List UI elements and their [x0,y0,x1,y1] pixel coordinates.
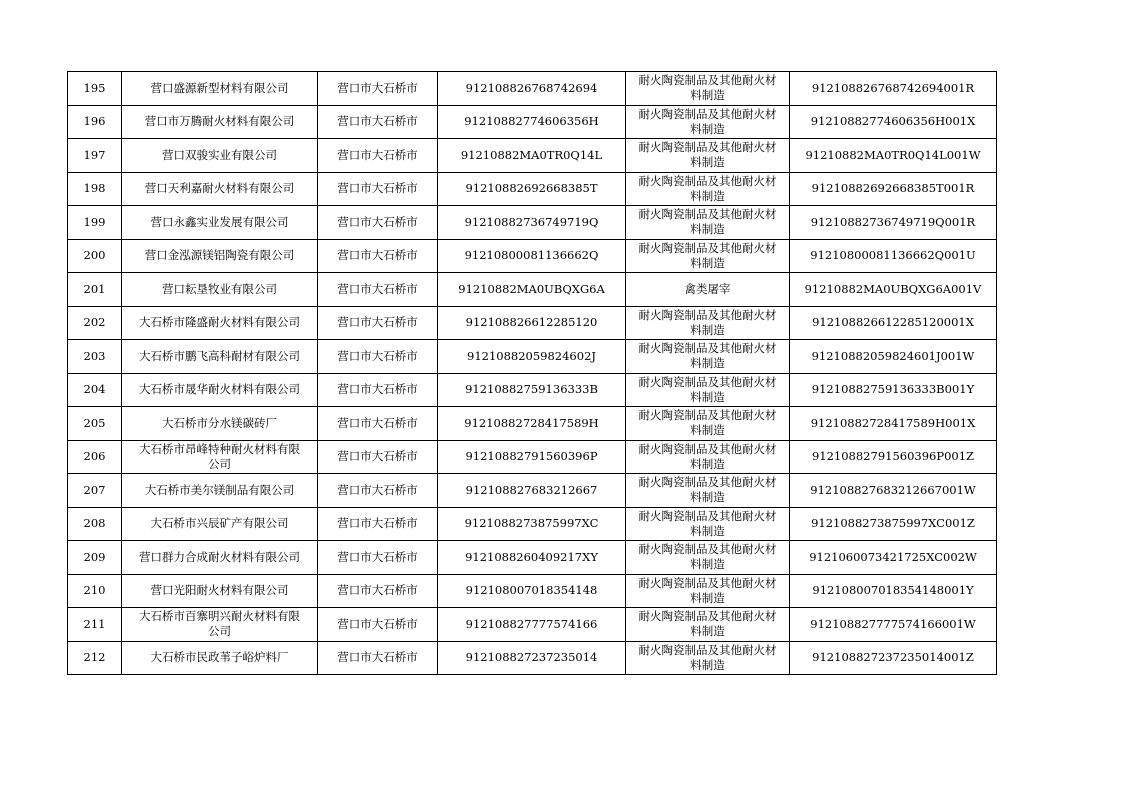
enterprise-name: 大石桥市鹏飞高科耐材有限公司 [122,340,318,374]
permit-number: 912108826612285120001X [790,306,997,340]
region: 营口市大石桥市 [318,306,438,340]
credit-code: 91210882MA0UBQXG6A [438,273,626,307]
industry-category: 耐火陶瓷制品及其他耐火材料制造 [626,306,790,340]
region: 营口市大石桥市 [318,541,438,575]
region: 营口市大石桥市 [318,72,438,106]
enterprise-name: 营口群力合成耐火材料有限公司 [122,541,318,575]
credit-code: 9121088273875997XC [438,507,626,541]
enterprise-name: 营口金泓源镁铝陶瓷有限公司 [122,239,318,273]
credit-code: 912108827683212667 [438,474,626,508]
permit-number: 912108007018354148001Y [790,574,997,608]
table-row [68,608,997,642]
industry-category: 耐火陶瓷制品及其他耐火材料制造 [626,641,790,675]
enterprise-name: 营口双骏实业有限公司 [122,139,318,173]
industry-category: 耐火陶瓷制品及其他耐火材料制造 [626,541,790,575]
table-row [68,239,997,273]
permit-number: 912108827777574166001W [790,608,997,642]
region: 营口市大石桥市 [318,206,438,240]
region: 营口市大石桥市 [318,641,438,675]
region: 营口市大石桥市 [318,507,438,541]
permit-number: 91210882059824601J001W [790,340,997,374]
industry-category: 耐火陶瓷制品及其他耐火材料制造 [626,239,790,273]
table-row [68,407,997,441]
table-row [68,273,997,307]
permit-number: 91210882759136333B001Y [790,373,997,407]
permit-number: 91210882MA0UBQXG6A001V [790,273,997,307]
row-sequence-number: 199 [68,206,122,240]
table-row [68,373,997,407]
industry-category: 耐火陶瓷制品及其他耐火材料制造 [626,172,790,206]
region: 营口市大石桥市 [318,239,438,273]
enterprise-name: 大石桥市百寨明兴耐火材料有限公司 [122,608,318,642]
enterprise-name: 大石桥市昂峰特种耐火材料有限公司 [122,440,318,474]
region: 营口市大石桥市 [318,273,438,307]
industry-category: 耐火陶瓷制品及其他耐火材料制造 [626,407,790,441]
table-row [68,507,997,541]
enterprise-name: 营口盛源新型材料有限公司 [122,72,318,106]
table-row [68,440,997,474]
table-row [68,541,997,575]
region: 营口市大石桥市 [318,608,438,642]
credit-code: 912108826768742694 [438,72,626,106]
industry-category: 耐火陶瓷制品及其他耐火材料制造 [626,340,790,374]
region: 营口市大石桥市 [318,407,438,441]
credit-code: 91210882759136333B [438,373,626,407]
table-row [68,474,997,508]
table-row [68,306,997,340]
table-body [68,72,997,675]
enterprise-name: 大石桥市民政苇子峪炉料厂 [122,641,318,675]
credit-code: 91210800081136662Q [438,239,626,273]
credit-code: 912108826612285120 [438,306,626,340]
row-sequence-number: 212 [68,641,122,675]
industry-category: 耐火陶瓷制品及其他耐火材料制造 [626,139,790,173]
credit-code: 91210882MA0TR0Q14L [438,139,626,173]
table-row [68,139,997,173]
industry-category: 耐火陶瓷制品及其他耐火材料制造 [626,373,790,407]
enterprise-name: 大石桥市晟华耐火材料有限公司 [122,373,318,407]
permit-number: 91210800081136662Q001U [790,239,997,273]
region: 营口市大石桥市 [318,340,438,374]
row-sequence-number: 208 [68,507,122,541]
industry-category: 耐火陶瓷制品及其他耐火材料制造 [626,72,790,106]
permit-number: 91210882774606356H001X [790,105,997,139]
credit-code: 91210882692668385T [438,172,626,206]
credit-code: 9121088260409217XY [438,541,626,575]
row-sequence-number: 207 [68,474,122,508]
row-sequence-number: 204 [68,373,122,407]
enterprise-name: 大石桥市分水镁碳砖厂 [122,407,318,441]
region: 营口市大石桥市 [318,139,438,173]
industry-category: 耐火陶瓷制品及其他耐火材料制造 [626,574,790,608]
enterprise-name: 营口耘垦牧业有限公司 [122,273,318,307]
table-row [68,574,997,608]
credit-code: 91210882736749719Q [438,206,626,240]
enterprise-name: 大石桥市隆盛耐火材料有限公司 [122,306,318,340]
row-sequence-number: 202 [68,306,122,340]
enterprise-name: 大石桥市兴辰矿产有限公司 [122,507,318,541]
enterprise-name: 营口永鑫实业发展有限公司 [122,206,318,240]
industry-category: 耐火陶瓷制品及其他耐火材料制造 [626,206,790,240]
industry-category: 耐火陶瓷制品及其他耐火材料制造 [626,608,790,642]
credit-code: 912108827777574166 [438,608,626,642]
region: 营口市大石桥市 [318,172,438,206]
table-row [68,641,997,675]
region: 营口市大石桥市 [318,574,438,608]
permit-number: 91210882692668385T001R [790,172,997,206]
table-row [68,72,997,106]
industry-category: 耐火陶瓷制品及其他耐火材料制造 [626,440,790,474]
row-sequence-number: 195 [68,72,122,106]
enterprise-name: 营口天利嘉耐火材料有限公司 [122,172,318,206]
table-row [68,105,997,139]
row-sequence-number: 200 [68,239,122,273]
row-sequence-number: 210 [68,574,122,608]
credit-code: 91210882728417589H [438,407,626,441]
row-sequence-number: 201 [68,273,122,307]
row-sequence-number: 205 [68,407,122,441]
enterprise-permit-table [67,71,997,675]
industry-category: 禽类屠宰 [626,273,790,307]
region: 营口市大石桥市 [318,440,438,474]
permit-number: 91210882MA0TR0Q14L001W [790,139,997,173]
row-sequence-number: 197 [68,139,122,173]
credit-code: 91210882774606356H [438,105,626,139]
industry-category: 耐火陶瓷制品及其他耐火材料制造 [626,474,790,508]
permit-number: 9121060073421725XC002W [790,541,997,575]
credit-code: 912108007018354148 [438,574,626,608]
permit-number: 91210882736749719Q001R [790,206,997,240]
permit-number: 9121088273875997XC001Z [790,507,997,541]
row-sequence-number: 196 [68,105,122,139]
enterprise-name: 营口市万腾耐火材料有限公司 [122,105,318,139]
credit-code: 91210882059824602J [438,340,626,374]
enterprise-name: 营口光阳耐火材料有限公司 [122,574,318,608]
industry-category: 耐火陶瓷制品及其他耐火材料制造 [626,507,790,541]
table-row [68,172,997,206]
row-sequence-number: 209 [68,541,122,575]
row-sequence-number: 206 [68,440,122,474]
permit-number: 91210882728417589H001X [790,407,997,441]
permit-number: 91210882791560396P001Z [790,440,997,474]
row-sequence-number: 211 [68,608,122,642]
region: 营口市大石桥市 [318,373,438,407]
industry-category: 耐火陶瓷制品及其他耐火材料制造 [626,105,790,139]
region: 营口市大石桥市 [318,474,438,508]
table-row [68,340,997,374]
table-row [68,206,997,240]
permit-number: 912108827683212667001W [790,474,997,508]
credit-code: 91210882791560396P [438,440,626,474]
row-sequence-number: 203 [68,340,122,374]
row-sequence-number: 198 [68,172,122,206]
enterprise-name: 大石桥市美尔镁制品有限公司 [122,474,318,508]
region: 营口市大石桥市 [318,105,438,139]
permit-number: 912108827237235014001Z [790,641,997,675]
credit-code: 912108827237235014 [438,641,626,675]
permit-number: 912108826768742694001R [790,72,997,106]
